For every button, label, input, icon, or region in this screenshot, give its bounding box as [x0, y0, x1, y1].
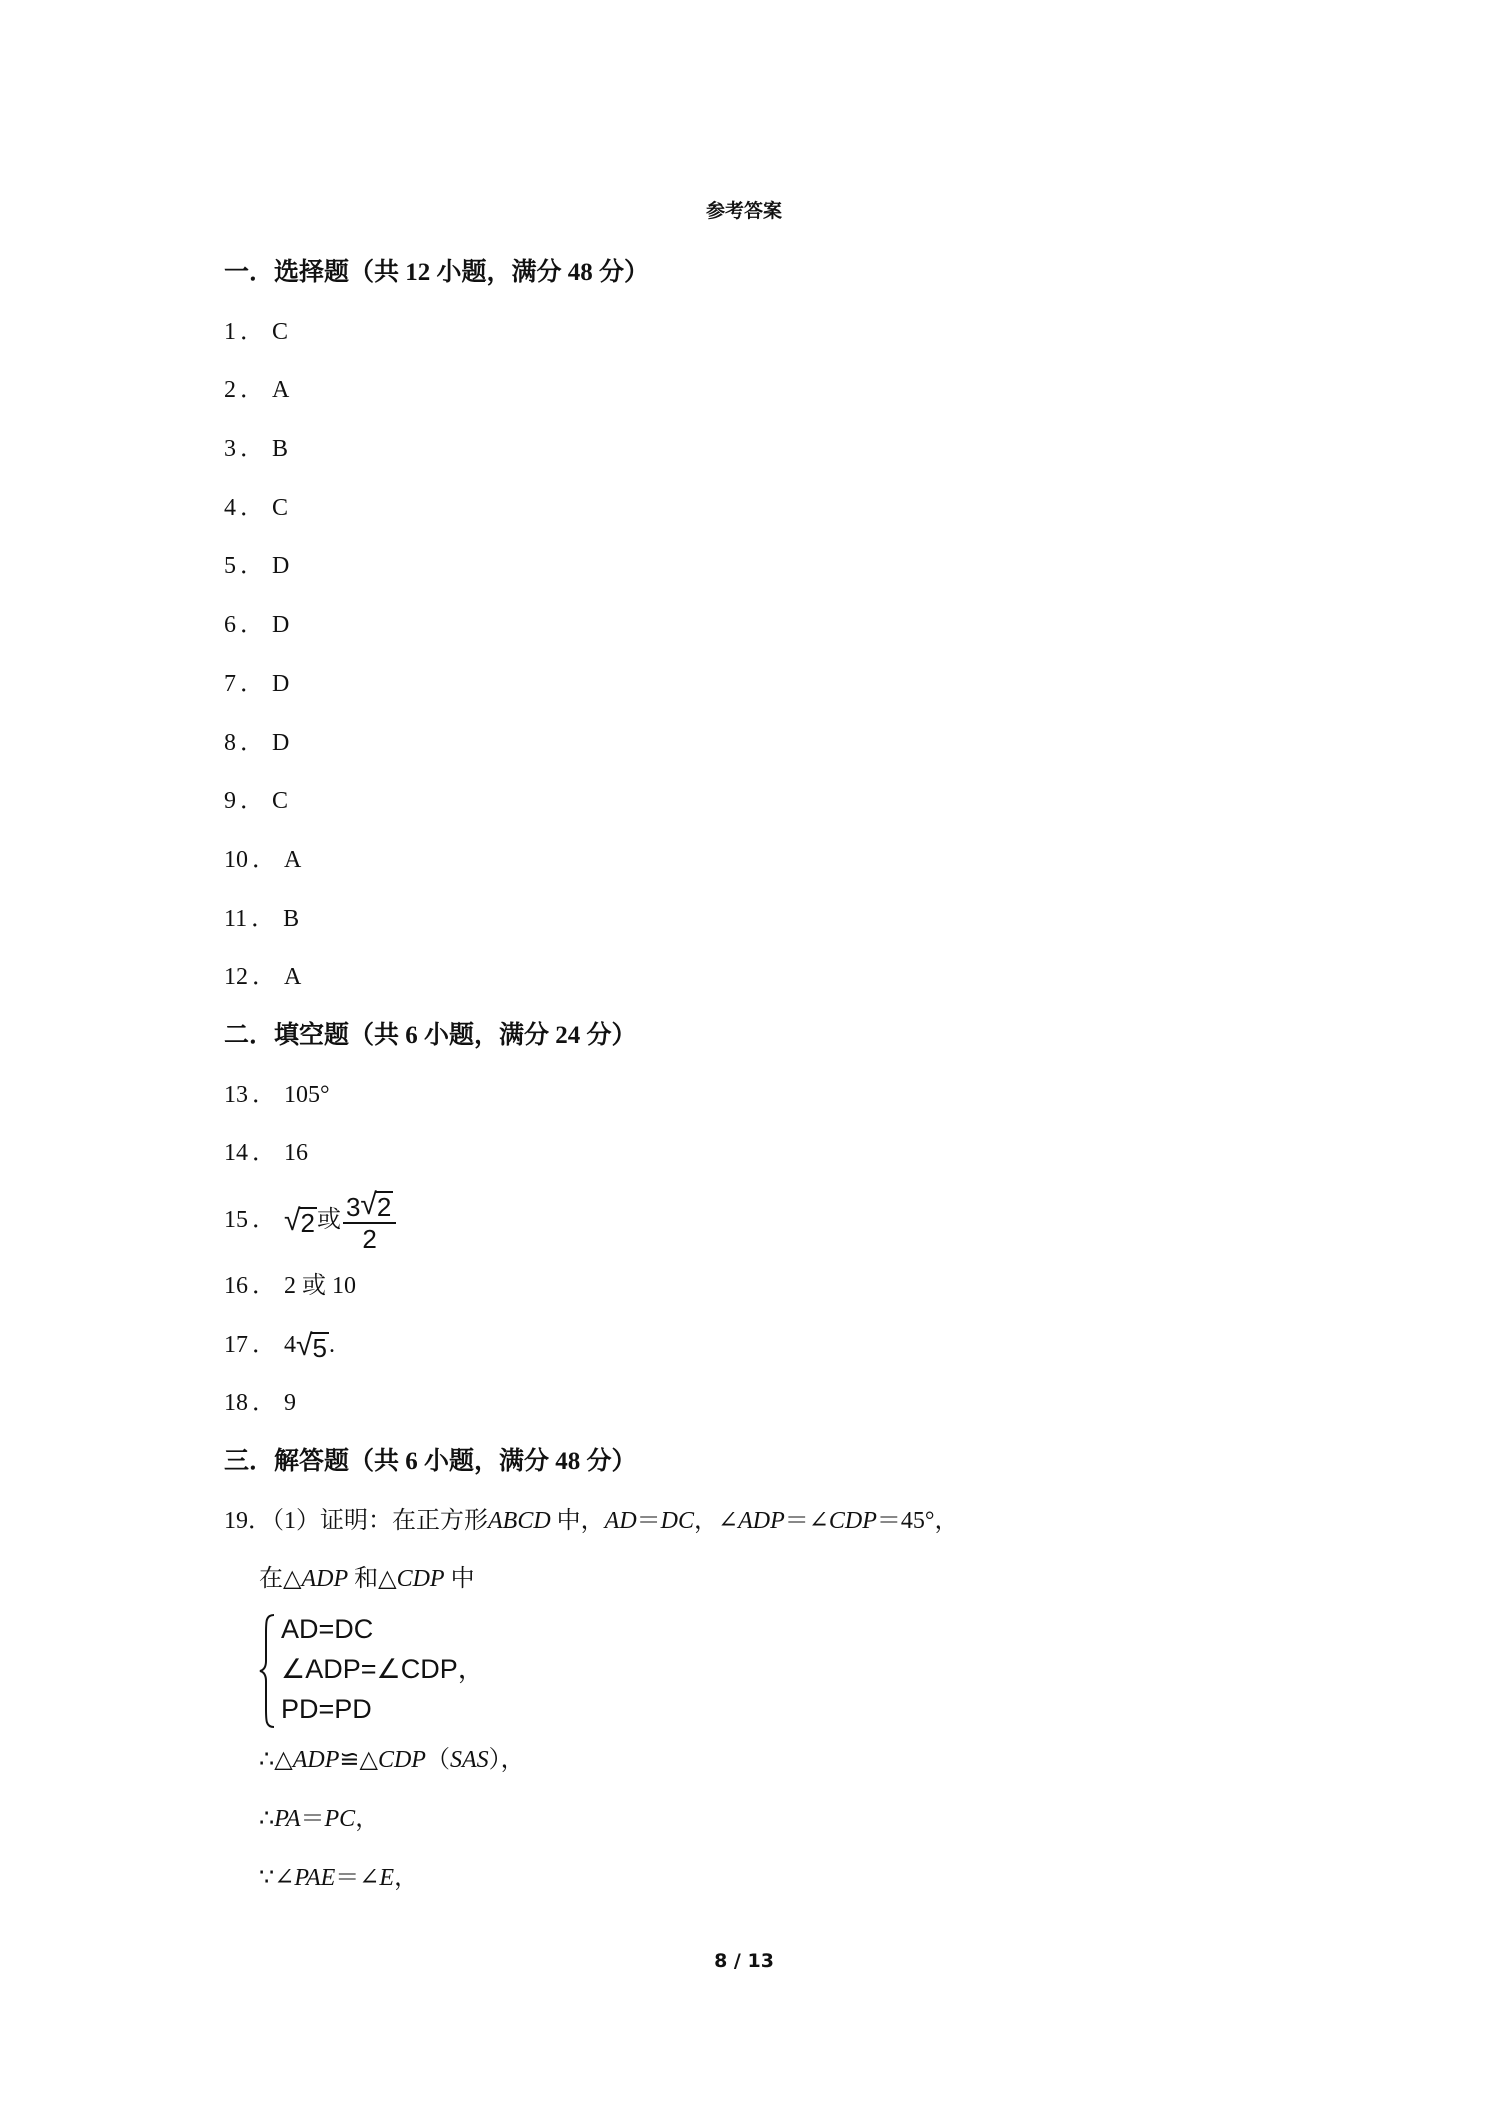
system-row-1: AD=DC	[281, 1614, 374, 1645]
answer-1: 1 ． C	[224, 318, 289, 345]
system-row-2: ∠ADP=∠CDP，	[281, 1654, 485, 1685]
answer-9: 9 ． C	[224, 788, 289, 815]
fraction-expression: 3 √ 2 2	[343, 1190, 396, 1252]
answer-12: 12 ． A	[224, 964, 302, 991]
answer-5: 5 ． D	[224, 553, 290, 580]
page-title: 参考答案	[705, 200, 782, 222]
answer-18: 18 ． 9	[224, 1390, 296, 1417]
section-heading-solve: 三．解答题（共 6 小题，满分 48 分）	[224, 1448, 637, 1476]
answer-8: 8 ． D	[224, 729, 290, 756]
answer-11: 11 ． B	[224, 905, 300, 932]
section-heading-choice: 一．选择题（共 12 小题，满分 48 分）	[224, 259, 650, 286]
answer-16: 16 ． 2 或 10	[224, 1273, 356, 1299]
answer-10: 10 ． A	[224, 846, 302, 873]
answer-6: 6 ． D	[224, 612, 290, 639]
answer-content	[224, 244, 1284, 1907]
q19-conclusion-2: ∴PA＝PC，	[259, 1805, 380, 1832]
page-number: 8 / 13	[714, 1950, 774, 1972]
q19-conclusion-1: ∴△ADP≌△CDP（SAS），	[259, 1747, 525, 1774]
q19-line-1: 19．（1）证明：在正方形ABCD 中，AD＝DC，∠ADP＝∠CDP＝45°，	[224, 1507, 959, 1534]
answer-13: 13 ． 105°	[224, 1081, 330, 1108]
q19-because: ∵∠PAE＝∠E，	[259, 1864, 419, 1891]
section-heading-fill: 二．填空题（共 6 小题，满分 24 分）	[224, 1021, 637, 1049]
answer-17: 17 ． 4 √ 5 .	[224, 1329, 335, 1364]
answer-14: 14 ． 16	[224, 1140, 308, 1167]
answer-3: 3 ． B	[224, 436, 289, 463]
answer-7: 7 ． D	[224, 670, 290, 697]
answer-4: 4 ． C	[224, 494, 289, 521]
system-row-3: PD=PD	[281, 1694, 372, 1725]
q19-line-2: 在△ADP 和△CDP 中	[259, 1566, 475, 1593]
left-brace-icon	[259, 1613, 277, 1729]
sqrt-expression: √ 5	[296, 1329, 327, 1364]
answer-2: 2 ． A	[224, 377, 290, 404]
sqrt-expression: √ 2	[284, 1204, 315, 1239]
answer-15: 15 ． √ 2 或 3 √ 2 2	[224, 1183, 1284, 1257]
equation-system	[259, 1609, 1284, 1731]
